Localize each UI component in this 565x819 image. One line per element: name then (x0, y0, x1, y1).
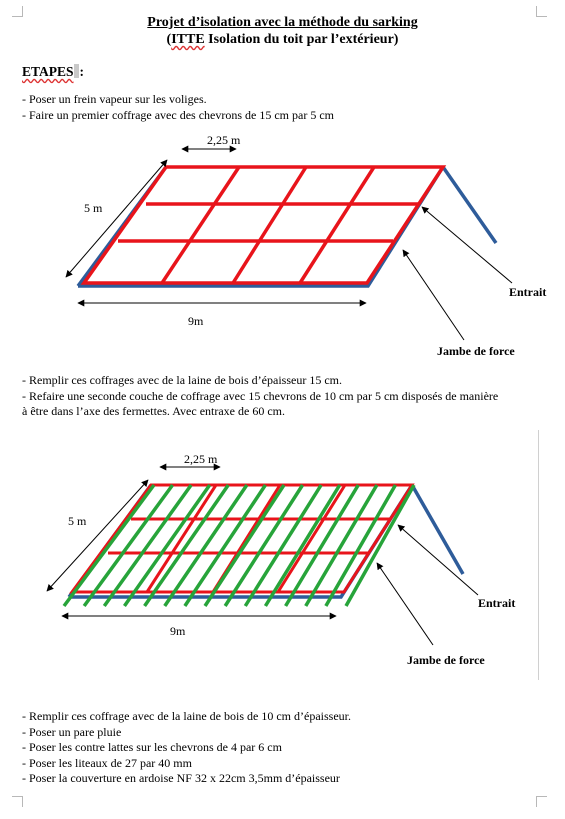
rafter (265, 485, 339, 606)
rafter (64, 485, 154, 606)
dim-spacing-label: 2,25 m (207, 133, 241, 147)
crop-mark-bottom-right (536, 796, 547, 807)
rafter (245, 485, 321, 606)
steps-heading-label: ETAPES (22, 64, 74, 79)
step-line: à être dans l’axe des fermettes. Avec entraxe de 60 cm. (22, 404, 285, 418)
roof-diagram-first-layer (0, 128, 565, 363)
rafter (306, 485, 377, 606)
dim-width-label: 9m (188, 314, 204, 328)
subtitle-open: ( (166, 32, 172, 47)
step-line: - Poser les contre lattes sur les chevrons de 4 par 6 cm (22, 740, 282, 754)
rafter (84, 485, 172, 606)
second-framing-rafters (64, 485, 414, 606)
roof-diagram-second-layer (0, 448, 565, 678)
dim-slope-label: 5 m (68, 514, 87, 528)
document-title: Projet d’isolation avec la méthode du sarking (147, 15, 418, 30)
step-line: - Poser les liteaux de 27 par 40 mm (22, 755, 192, 770)
crop-mark-bottom-left (12, 796, 23, 807)
steps-list-1 (22, 92, 542, 123)
rafter (326, 485, 396, 606)
steps-list-2 (22, 373, 542, 420)
subtitle-acronym: ITTE (171, 32, 205, 47)
steps-list-3 (22, 709, 542, 787)
dim-slope-label: 5 m (84, 201, 103, 215)
rafter (346, 485, 414, 606)
brace-label: Jambe de force (437, 344, 515, 358)
tie-beam-label: Entrait (509, 285, 547, 299)
brace-label: Jambe de force (407, 653, 485, 667)
step-line: - Remplir ces coffrages avec de la laine de bois d’épaisseur 15 cm. (22, 373, 342, 387)
step-line: - Refaire une seconde couche de coffrage avec 15 chevrons de 10 cm par 5 cm disposés de manière (22, 388, 499, 403)
text-cursor (74, 64, 79, 78)
step-line: - Poser la couverture en ardoise NF 32 x 22cm 3,5mm d’épaisseur (22, 771, 340, 785)
steps-heading (22, 64, 84, 80)
step-line: - Remplir ces coffrage avec de la laine de bois de 10 cm d’épaisseur. (22, 709, 351, 723)
subtitle-rest: Isolation du toit par l’extérieur) (204, 32, 399, 47)
rafter (225, 485, 302, 606)
step-line: - Poser un pare pluie (22, 724, 122, 739)
tie-beam-label: Entrait (478, 596, 516, 610)
step-line: - Poser un frein vapeur sur les voliges. (22, 92, 207, 106)
steps-heading-suffix: : (79, 64, 85, 79)
dim-width-label: 9m (170, 624, 186, 638)
dim-spacing-label: 2,25 m (184, 452, 218, 466)
dimension-lines (66, 149, 512, 340)
document-subtitle (0, 32, 565, 48)
dimension-lines (47, 467, 478, 645)
first-framing-grid (84, 167, 443, 283)
step-line: - Faire un premier coffrage avec des chevrons de 15 cm par 5 cm (22, 107, 334, 122)
